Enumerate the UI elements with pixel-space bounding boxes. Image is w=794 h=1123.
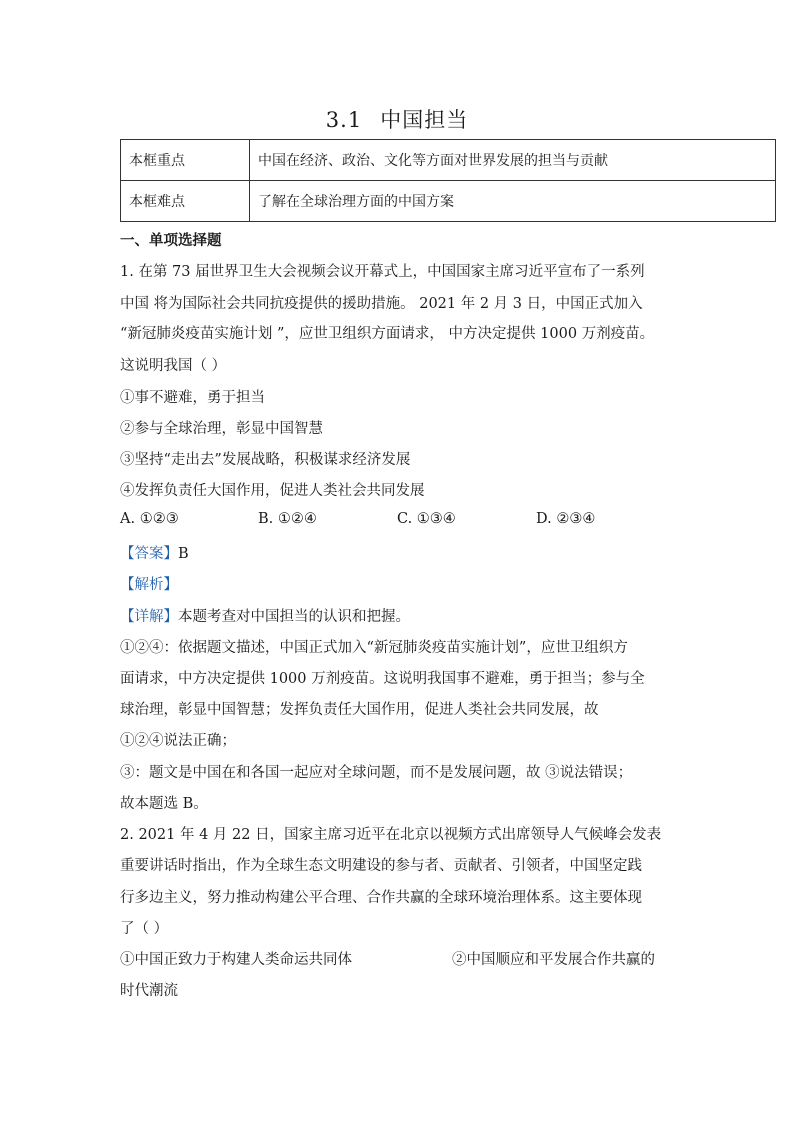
answer-line	[120, 542, 189, 563]
q1-line: 1. 在第 73 届世界卫生大会视频会议开幕式上，中国国家主席习近平宣布了一系列	[120, 264, 645, 280]
table-value: 了解在全球治理方面的中国方案	[250, 181, 776, 222]
detail-text: 本题考查对中国担当的认识和把握。	[178, 609, 410, 625]
q1-statement: ①事不避难，勇于担当	[120, 390, 265, 406]
option-a: A. ①②③	[120, 511, 179, 527]
page-title	[0, 104, 794, 134]
q2-statement-2: ②中国顺应和平发展合作共赢的	[452, 952, 655, 968]
q1-statement: ②参与全球治理，彰显中国智慧	[120, 421, 323, 437]
detail-label: 【详解】	[120, 609, 178, 625]
table-row	[121, 181, 776, 222]
q1-statement: ③坚持“走出去”发展战略，积极谋求经济发展	[120, 452, 411, 468]
detail-line: 球治理，彰显中国智慧；发挥负责任大国作用，促进人类社会共同发展，故	[120, 702, 599, 718]
detail-line: 故本题选 B。	[120, 796, 208, 812]
title-text: 中国担当	[380, 108, 469, 132]
table-key: 本框难点	[121, 181, 250, 222]
answer-label: 【答案】	[120, 546, 178, 562]
q2-statement-2-cont: 时代潮流	[120, 983, 178, 999]
answer-value: B	[178, 546, 189, 562]
q1-line: “新冠肺炎疫苗实施计划 ”，应世卫组织方面请求， 中方决定提供 1000 万剂疫苗。	[120, 326, 655, 342]
detail-line: ①②④说法正确；	[120, 733, 236, 749]
detail-line	[120, 605, 410, 626]
option-b: B. ①②④	[258, 511, 317, 527]
section-heading: 一、单项选择题	[120, 233, 222, 249]
focus-table	[120, 139, 776, 222]
detail-line: ③：题文是中国在和各国一起应对全球问题，而不是发展问题，故 ③说法错误；	[120, 765, 633, 781]
q2-line: 行多边主义，努力推动构建公平合理、合作共赢的全球环境治理体系。这主要体现	[120, 890, 642, 906]
q1-line: 这说明我国（ ）	[120, 358, 227, 374]
table-value: 中国在经济、政治、文化等方面对世界发展的担当与贡献	[250, 140, 776, 181]
title-number: 3.1	[325, 108, 363, 132]
q1-line: 中国 将为国际社会共同抗疫提供的援助措施。 2021 年 2 月 3 日，中国正式加入	[120, 296, 643, 312]
option-d: D. ②③④	[536, 511, 596, 527]
q2-statement-1: ①中国正致力于构建人类命运共同体	[120, 952, 352, 968]
table-row	[121, 140, 776, 181]
q2-line: 了（ ）	[120, 921, 169, 937]
option-c: C. ①③④	[397, 511, 456, 527]
q2-line: 2. 2021 年 4 月 22 日，国家主席习近平在北京以视频方式出席领导人气候峰会发表	[120, 827, 662, 843]
detail-line: 面请求，中方决定提供 1000 万剂疫苗。这说明我国事不避难，勇于担当；参与全	[120, 671, 645, 687]
q1-statement: ④发挥负责任大国作用，促进人类社会共同发展	[120, 483, 425, 499]
q2-line: 重要讲话时指出，作为全球生态文明建设的参与者、贡献者、引领者，中国坚定践	[120, 858, 642, 874]
analysis-label: 【解析】	[120, 577, 178, 593]
detail-line: ①②④：依据题文描述，中国正式加入“新冠肺炎疫苗实施计划”，应世卫组织方	[120, 640, 628, 656]
table-key: 本框重点	[121, 140, 250, 181]
